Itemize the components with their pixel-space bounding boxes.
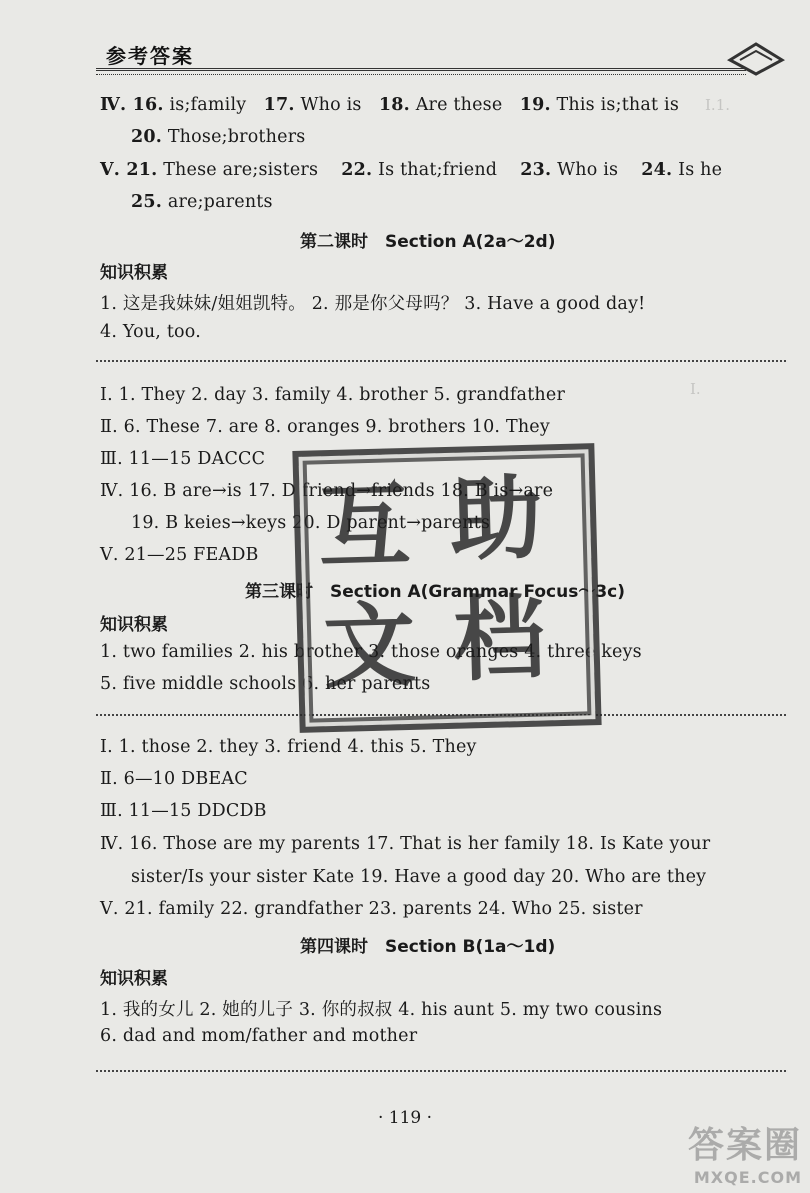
answer-line: Ⅱ. 6. These 7. are 8. oranges 9. brothers 10. They [100, 417, 550, 437]
knowledge-line: 5. five middle schools 6. her parents [100, 674, 431, 694]
answer-line: Ⅴ. 21—25 FEADB [100, 545, 259, 565]
knowledge-line: 6. dad and mom/father and mother [100, 1026, 418, 1046]
dotted-divider [96, 1070, 786, 1072]
header-title: 参考答案 [106, 44, 194, 68]
answer-text: Who is [300, 95, 362, 115]
answer-text: This is;that is [556, 95, 679, 115]
stamp-seal [292, 443, 601, 733]
answer-line: 19. B keies→keys 20. D parent→parents [131, 513, 491, 533]
bleed-through-text: Ⅰ.1. [705, 96, 731, 114]
header-rule [96, 68, 746, 71]
section-title: 第二课时 Section A(2a～2d) [300, 232, 556, 252]
header [96, 38, 786, 78]
answer-text: are;parents [167, 192, 273, 212]
bleed-through-text: Ⅰ. [690, 380, 701, 398]
stamp-char: 档 [451, 584, 547, 694]
section-title: 第三课时 Section A(Grammar Focus～3c) [245, 582, 626, 602]
answer-line: Ⅲ. 11—15 DDCDB [100, 801, 267, 821]
knowledge-line: 1. 这是我妹妹/姐姐凯特。 2. 那是你父母吗？ 3. Have a good day! [100, 294, 646, 314]
section-title: 第四课时 Section B(1a～1d) [300, 937, 556, 957]
knowledge-line: 1. 我的女儿 2. 她的儿子 3. 你的叔叔 4. his aunt 5. my two cousins [100, 1000, 663, 1020]
answer-text: Is that;friend [378, 160, 498, 180]
answer-line-v: Ⅴ. 21. These are;sisters 22. Is that;friend 23. Who is 24. Is he [100, 160, 723, 180]
knowledge-line: 4. You, too. [100, 322, 201, 342]
answer-line: Ⅰ. 1. those 2. they 3. friend 4. this 5. They [100, 737, 477, 757]
answer-line: Ⅴ. 21. family 22. grandfather 23. parents 24. Who 25. sister [100, 899, 643, 919]
knowledge-label: 知识积累 [100, 263, 168, 283]
answer-text: is;family [169, 95, 247, 115]
answer-line: Ⅲ. 11—15 DACCC [100, 449, 266, 469]
knowledge-label: 知识积累 [100, 969, 168, 989]
page-number: · 119 · [377, 1108, 433, 1128]
knowledge-line: 1. two families 2. his brother 3. those oranges 4. three keys [100, 642, 642, 662]
answer-text: Are these [415, 95, 503, 115]
stamp-char: 助 [448, 464, 544, 574]
answer-line: sister/Is your sister Kate 19. Have a good day 20. Who are they [131, 867, 707, 887]
answer-text: Who is [557, 160, 619, 180]
answer-text: Is he [678, 160, 723, 180]
answer-line-iv: Ⅳ. 16. is;family 17. Who is 18. Are these 19. This is;that is [100, 95, 679, 115]
stamp-char: 互 [316, 471, 412, 582]
ribbon-icon [726, 38, 786, 78]
watermark-url: MXQE.COM [693, 1168, 802, 1187]
header-rule-dotted [96, 74, 746, 75]
answer-line: Ⅳ. 16. Those are my parents 17. That is her family 18. Is Kate your [100, 834, 711, 854]
stamp-char: 文 [322, 591, 417, 702]
answer-line: 20. Those;brothers [131, 127, 306, 147]
answer-line: 25. are;parents [131, 192, 273, 212]
answer-text: Those;brothers [167, 127, 306, 147]
answer-line: Ⅳ. 16. B are→is 17. D friend→friends 18. B is→are [100, 481, 554, 501]
watermark-text: 答案圈 [687, 1125, 802, 1166]
knowledge-label: 知识积累 [100, 615, 168, 635]
answer-line: Ⅰ. 1. They 2. day 3. family 4. brother 5. grandfather [100, 385, 566, 405]
answer-line: Ⅱ. 6—10 DBEAC [100, 769, 248, 789]
answer-text: These are;sisters [163, 160, 319, 180]
watermark-logo [688, 1117, 802, 1187]
dotted-divider [96, 360, 786, 362]
